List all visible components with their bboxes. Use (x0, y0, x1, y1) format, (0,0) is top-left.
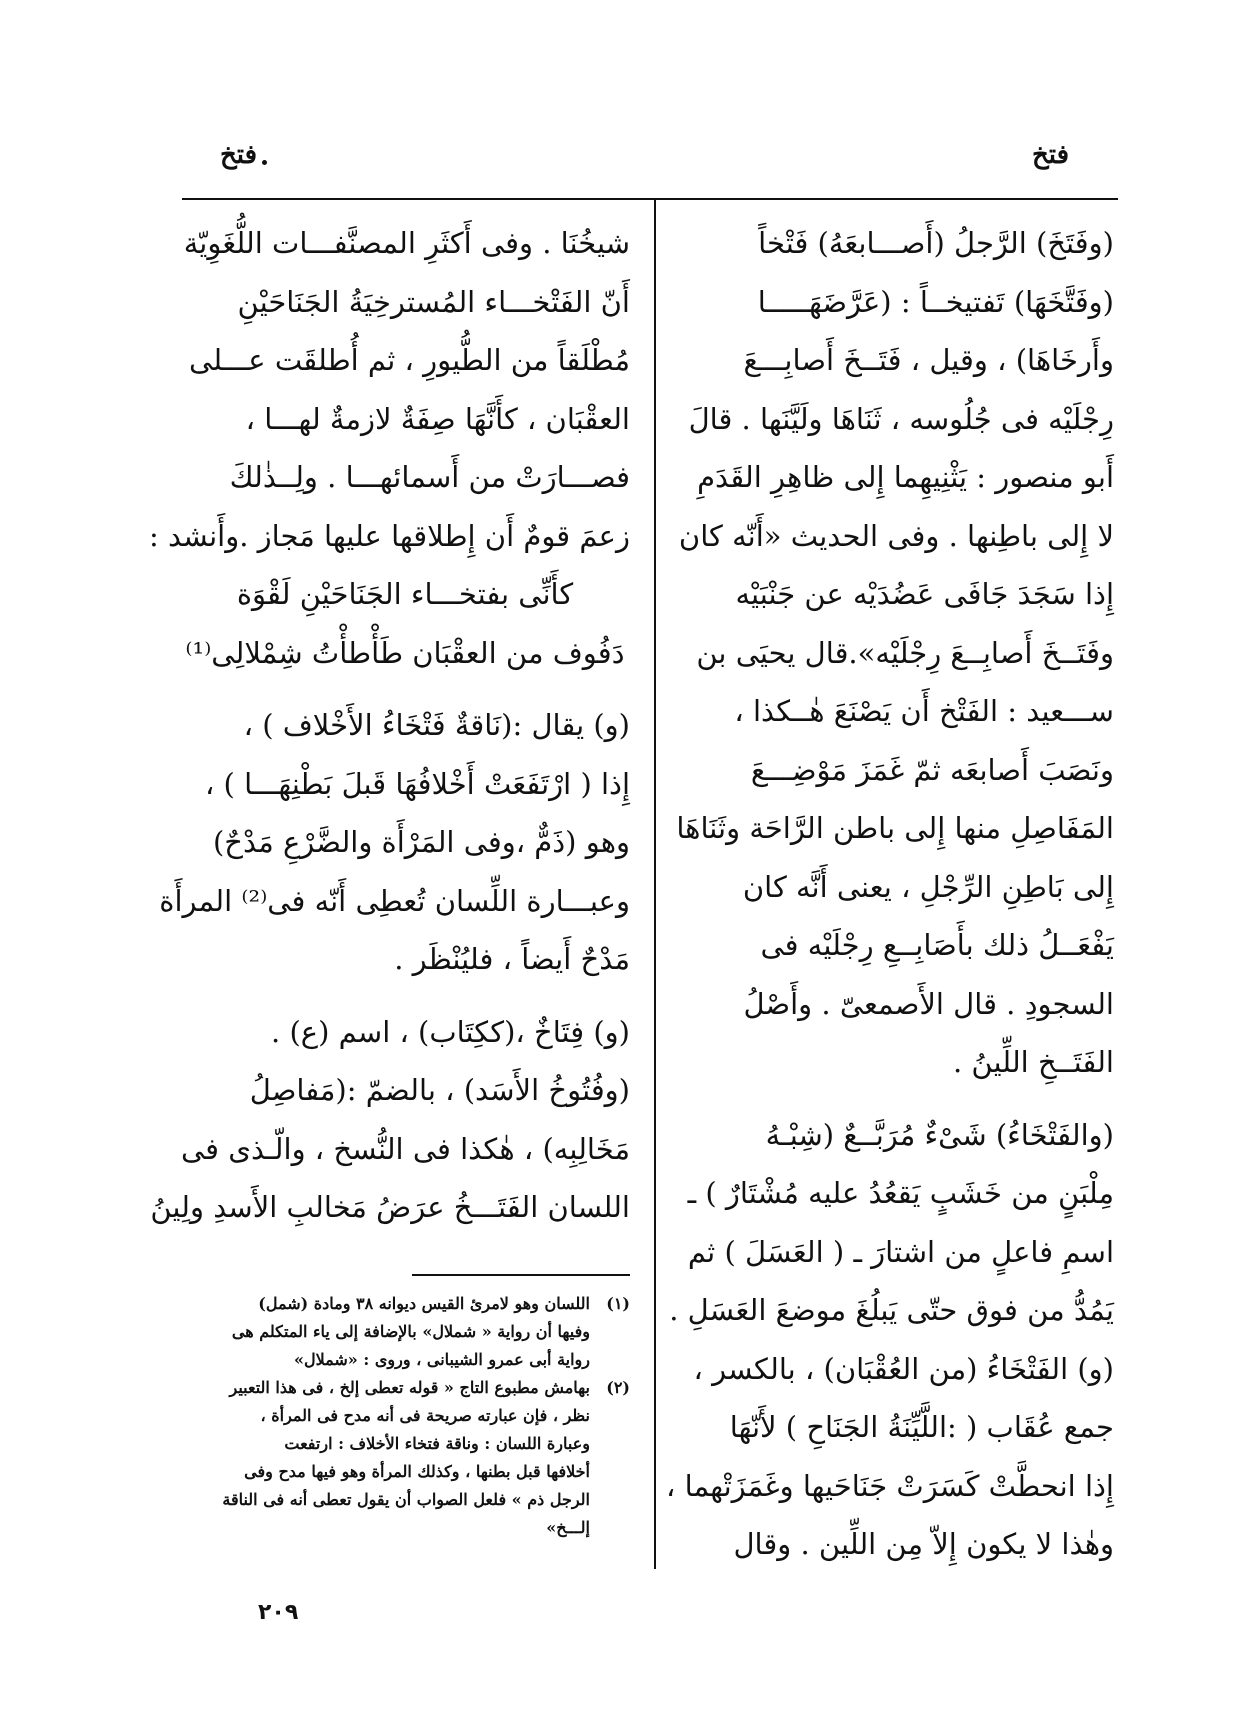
text-line: مِلْبَنٍ من خَشَبٍ يَقعُدُ عليه مُشْتَارٌ ) ـ (687, 1176, 1114, 1210)
paragraph-gap (180, 682, 630, 696)
footnote-number: (١) (606, 1294, 630, 1313)
text-line: وفَتَــخَ أَصابِــعَ رِجْلَيْه».قال يحيَى بن (696, 635, 1114, 670)
footnote-text: رواية أبى عمرو الشيبانى ، وروى : «شملال» (293, 1350, 590, 1369)
footnote-line (180, 1486, 630, 1514)
text-line: اللسان الفَتَـــخُ عرَضُ مَخالبِ الأَسدِ ولِينُ (150, 1190, 630, 1224)
text-line: جمع عُقَاب ( :اللَّيِّنَةُ الجَنَاحِ ) لأَنّهَا (729, 1410, 1114, 1444)
text-line: أَنّ الفَتْخـــاء المُسترخِيَةُ الجَنَاحَيْنِ (237, 284, 630, 319)
paragraph-gap (678, 1092, 1114, 1106)
footnote-text: إلـــخ» (546, 1518, 590, 1537)
text-line: وعبـــارة اللِّسان تُعطِى أَنّه فى⁽²⁾ المرأَة (159, 883, 630, 918)
text-line: مُطْلَقاً من الطُّيورِ ، ثم أُطلقَت عـــلى (189, 343, 630, 377)
text-line: إِذا انحطَّتْ كَسَرَتْ جَنَاحَيها وغَمَزَتْهما ، (666, 1468, 1114, 1503)
text-line: ونَصَبَ أَصابعَه ثمّ غَمَزَ مَوْضِـــعَ (750, 752, 1114, 787)
text-line: شيخُنَا . وفى أَكثَرِ المصنَّفـــات اللُّغَوِيّة (183, 226, 630, 260)
footnote-text: أخلافها قبل بطنها ، وكذلك المرأة وهو فيها مدح وفى (244, 1462, 590, 1481)
text-line: إِذا سَجَدَ جَافَى عَضُدَيْه عن جَنْبَيْه (735, 577, 1114, 611)
footnote-line (180, 1402, 630, 1430)
text-line: المَفَاصِلِ منها إِلى باطن الرَّاحَة وثَنَاهَا (676, 811, 1114, 845)
footnote-text: اللسان وهو لامرئ القيس ديوانه ٣٨ ومادة (شمل) (258, 1294, 590, 1313)
poem-line: دَفُوف من العقْبَان طَأْطأْتُ شِمْلالِى⁽¹⁾ (185, 635, 625, 670)
left-column (149, 214, 630, 1237)
text-line: رِجْلَيْه فى جُلُوسه ، ثَنَاهَا ولَيَّنَها . قالَ (688, 401, 1114, 436)
text-line: فصـــارَتْ من أَسمائهـــا . ولِــذٰلكَ (229, 460, 630, 494)
right-column (666, 214, 1114, 1574)
text-line: (وفَتَّخَهَا) تَفتيخــاً : (عَرَّضَهَـــــا (757, 284, 1114, 319)
text-line: يَفْعَــلُ ذلك بأَصَابِــعِ رِجْلَيْه فى (760, 928, 1114, 962)
page-number: ٢٠٩ (258, 1600, 299, 1625)
text-line: ســـعيد : الفَتْخ أَن يَصْنَعَ هٰــكذا ، (734, 694, 1114, 728)
text-line: زعمَ قومٌ أَن إِطلاقها عليها مَجاز .وأَنشد : (149, 518, 630, 553)
text-line: إِذا ( ارْتَفَعَتْ أَخْلافُهَا قَبلَ بَطْنِهَـــا ) ، (204, 766, 630, 801)
footnote-text: بهامش مطبوع التاج « قوله تعطى إلخ ، فى هذا التعبير (229, 1378, 590, 1397)
text-line: العقْبَان ، كأَنَّهَا صِفَةٌ لازمةٌ لهـــا ، (245, 401, 630, 436)
footnote-text: وفيها أن رواية « شملال» بالإضافة إلى ياء المتكلم هى (231, 1322, 590, 1341)
text-line: أَبو منصور : يَثْنِيهِما إِلى ظاهِرِ القَدَمِ (697, 460, 1114, 494)
header-rule (182, 198, 1118, 200)
text-line: (و) يقال :(نَاقةٌ فَتْخَاءُ الأَخْلاف ) ، (243, 708, 630, 742)
text-line: وأَرخَاهَا) ، وقيل ، فَتَــخَ أَصابِـــعَ (743, 343, 1114, 377)
text-line: الفَتَــخِ اللِّينُ . (952, 1045, 1114, 1079)
running-header-left: فتخ (220, 140, 258, 170)
text-line: (وفَتَخَ) الرَّجلُ (أَصـــابعَهُ) فَتْخاً (758, 226, 1114, 260)
text-line: يَمُدُّ من فوق حتّى يَبلُغَ موضعَ العَسَلِ . (669, 1293, 1114, 1327)
footnote-line (180, 1514, 630, 1542)
text-line: وهو (ذَمٌّ ،وفى المَرْأَة والضَّرْعِ مَدْحٌ) (212, 825, 630, 859)
footnote-text: الرجل ذم » فلعل الصواب أن يقول تعطى أنه فى الناقة (222, 1490, 590, 1509)
text-line: اسمِ فاعلٍ من اشتارَ ـ ( العَسَلَ ) ثم (687, 1234, 1114, 1269)
text-line: السجودِ . قال الأَصمعىّ . وأَصْلُ (743, 986, 1114, 1021)
footnote-line (180, 1374, 630, 1402)
text-line: (وفُتُوخُ الأَسَد) ، بالضمّ :(مَفاصِلُ (249, 1073, 630, 1107)
footnote-line (180, 1458, 630, 1486)
column-divider (654, 199, 656, 1569)
text-line: وهٰذا لا يكون إِلاّ مِن اللِّين . وقال (733, 1527, 1114, 1561)
poem-line: كأَنِّى بفتخـــاء الجَنَاحَيْنِ لَقْوَة (236, 577, 574, 611)
text-line: (والفَتْخَاءُ) شَىْءٌ مُرَبَّــعٌ (شِبْـهُ (765, 1117, 1114, 1152)
header-dot (262, 160, 267, 165)
footnote-text: وعبارة اللسان : وناقة فتخاء الأخلاف : ارتفعت (284, 1434, 590, 1453)
footnote-line (180, 1318, 630, 1346)
footnote-number: (٢) (606, 1378, 630, 1397)
footnote-text: نظر ، فإن عبارته صريحة فى أنه مدح فى المرأة ، (260, 1406, 590, 1425)
paragraph-gap (180, 989, 630, 1003)
text-line: إِلى بَاطِنِ الرِّجْلِ ، يعنى أَنَّه كان (742, 869, 1114, 904)
footnote-rule (412, 1274, 630, 1276)
footnotes (180, 1290, 630, 1542)
footnote-line (180, 1430, 630, 1458)
footnote-line (180, 1346, 630, 1374)
footnote-line (180, 1290, 630, 1318)
text-line: (و) فِتَاخٌ ،(ككِتَاب) ، اسم (ع) . (271, 1014, 630, 1049)
text-line: لا إِلى باطِنها . وفى الحديث «أَنّه كان (678, 518, 1114, 553)
text-line: (و) الفَتْخَاءُ (من العُقْبَان) ، بالكسر ، (693, 1351, 1114, 1386)
text-line: مَدْحٌ أَيضاً ، فليُنْظَر . (394, 942, 630, 976)
text-line: مَخَالِبِه) ، هٰكذا فى النُّسخ ، والّـذى فى (181, 1131, 630, 1166)
running-header-right: فتخ (1032, 140, 1070, 170)
